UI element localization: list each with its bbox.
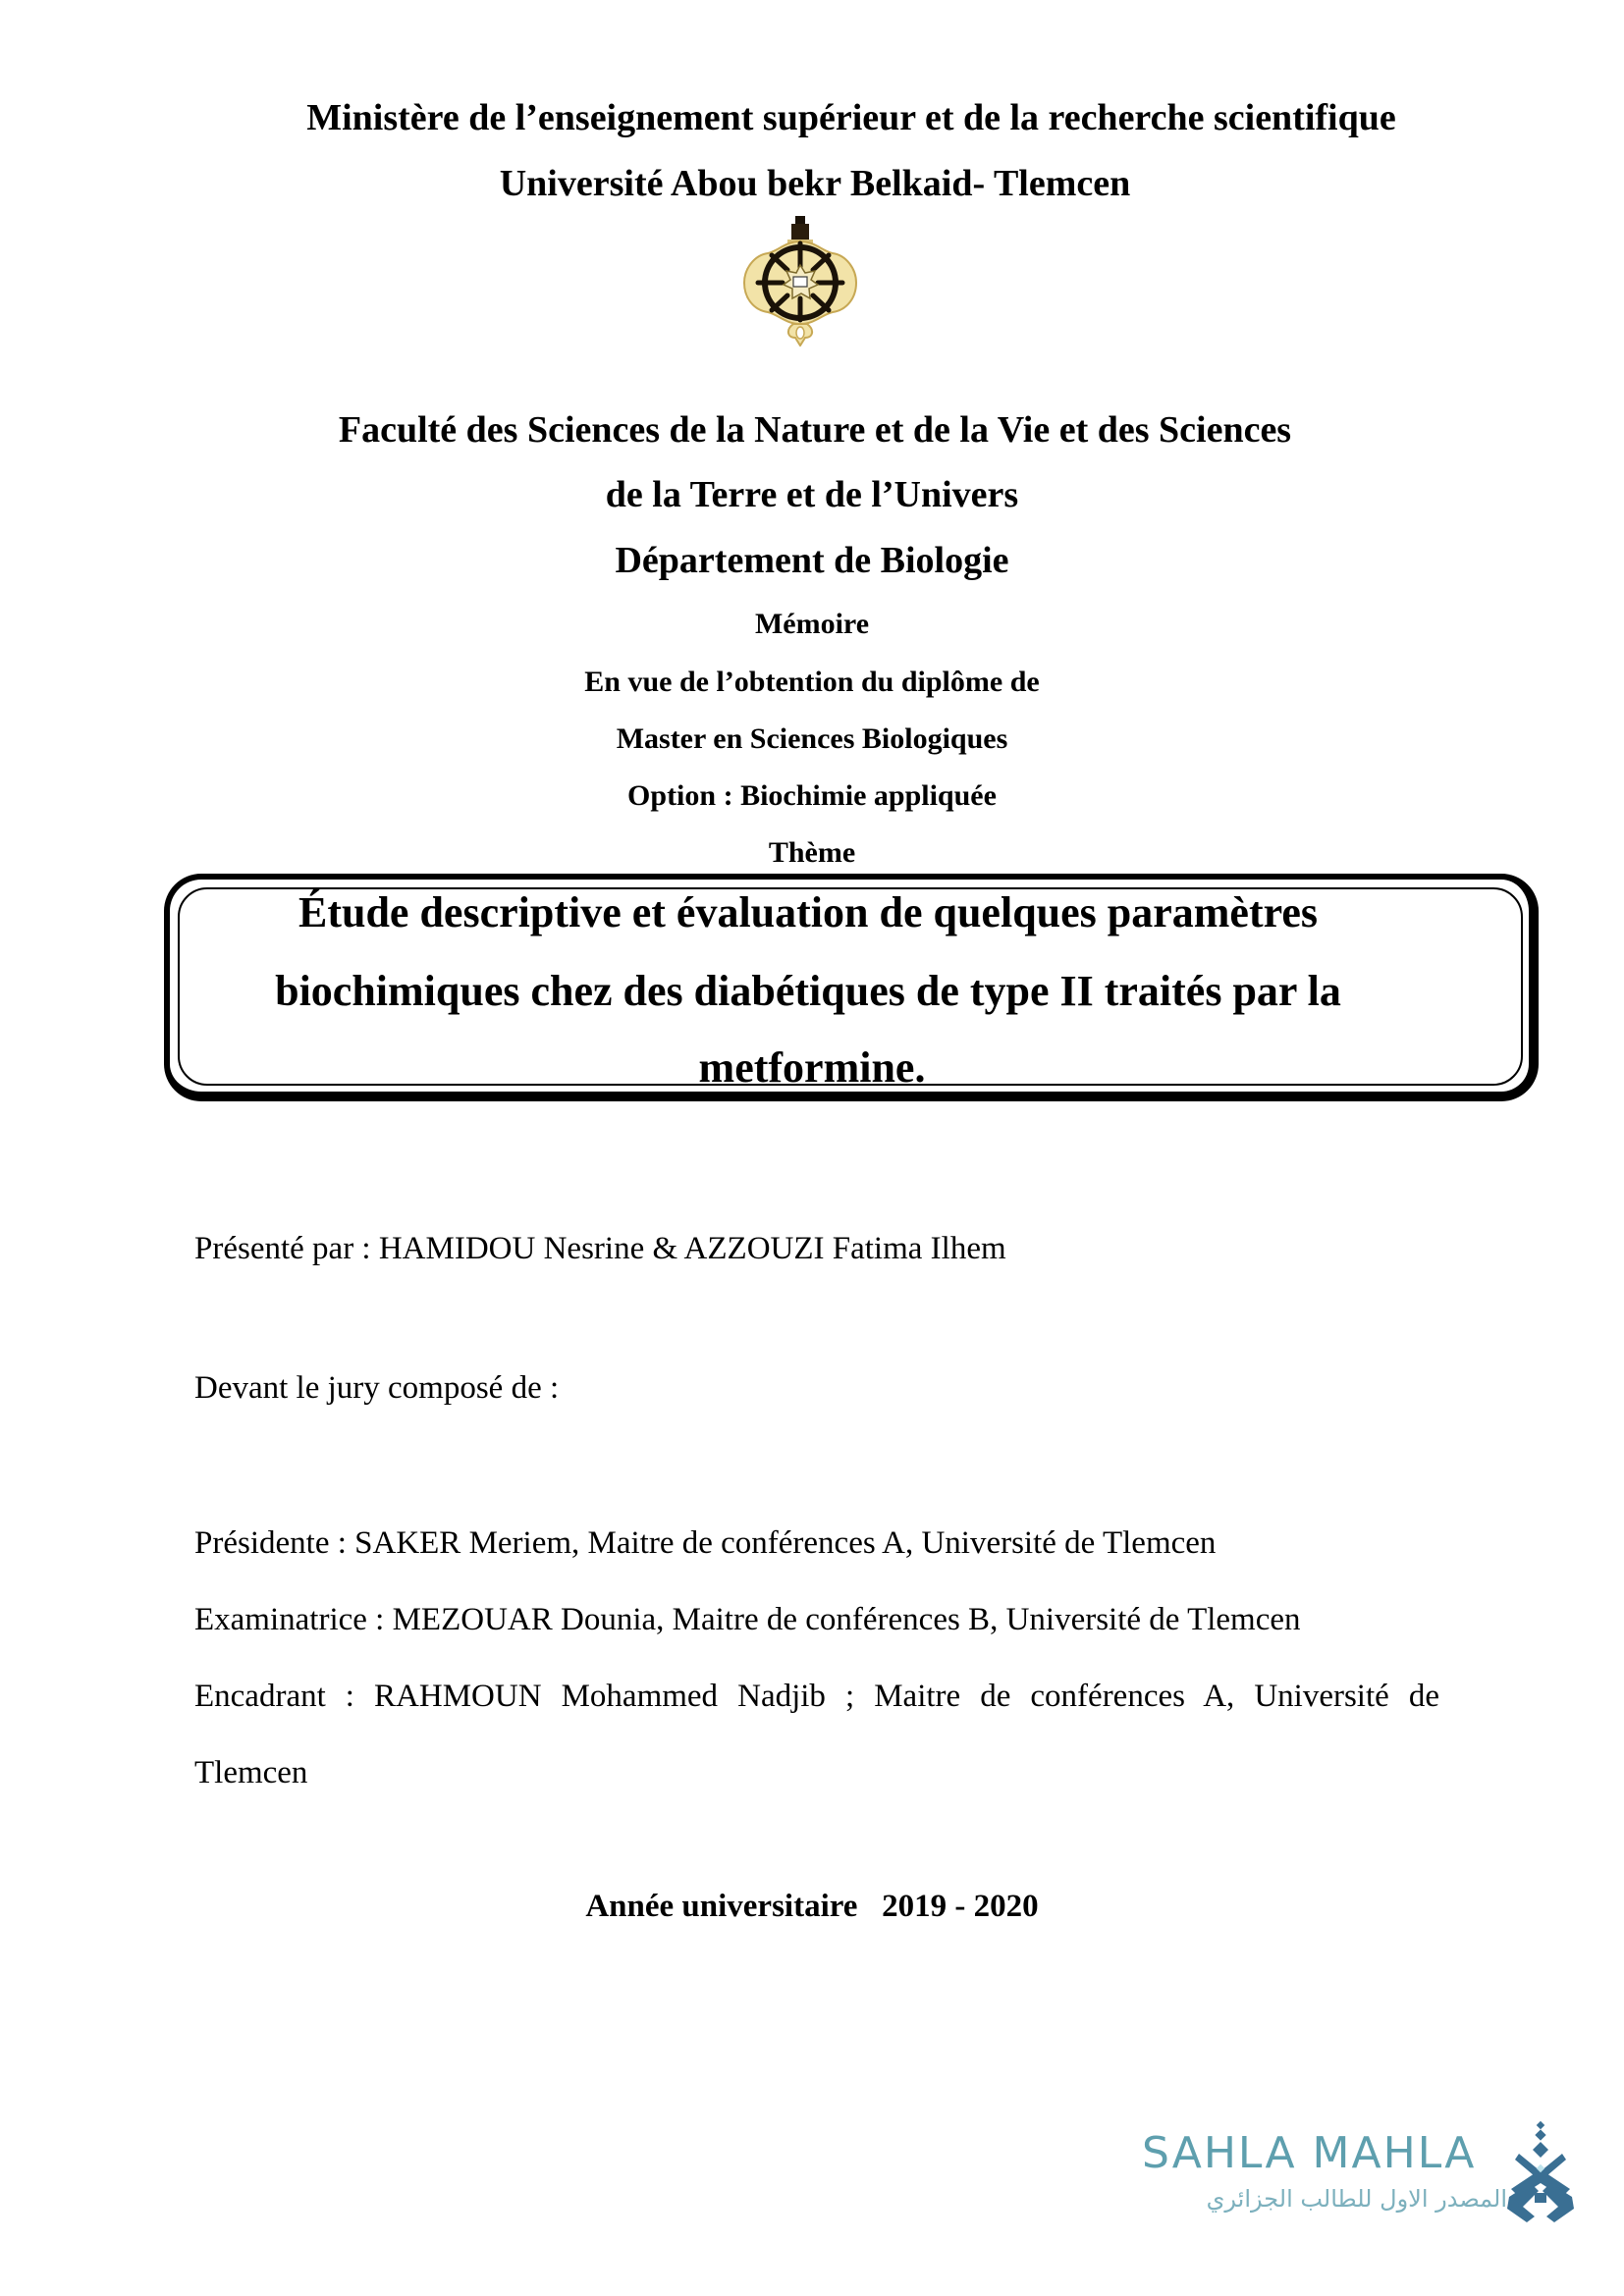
university-crest-icon [736,214,864,347]
watermark-brand: SAHLA MAHLA [1142,2128,1477,2178]
jury-member-president: Présidente : SAKER Meriem, Maitre de conférences A, Université de Tlemcen [194,1525,1217,1561]
academic-year: Année universitaire 2019 - 2020 [585,1889,1039,1924]
department-heading: Département de Biologie [615,540,1009,581]
jury-intro: Devant le jury composé de : [194,1370,560,1406]
thesis-title-line1: Étude descriptive et évaluation de quelques paramètres [298,888,1319,936]
document-type: Mémoire [754,608,870,640]
sahla-mahla-emblem-icon [1505,2120,1576,2223]
jury-member-supervisor-continued: Tlemcen [194,1755,308,1790]
ministry-heading: Ministère de l’enseignement supérieur et de la recherche scientifique [306,97,1396,138]
diploma-name: Master en Sciences Biologiques [616,722,1008,755]
watermark-tagline: المصدر الاول للطالب الجزائري [1206,2185,1507,2213]
faculty-heading-line1: Faculté des Sciences de la Nature et de la Vie et des Sciences [338,409,1292,451]
theme-label: Thème [768,836,856,869]
jury-member-supervisor: Encadrant : RAHMOUN Mohammed Nadjib ; Maitre de conférences A, Université de [194,1679,1439,1714]
thesis-title-line3: metformine. [698,1043,926,1092]
sahla-mahla-watermark [1134,2118,1586,2231]
jury-member-examiner: Examinatrice : MEZOUAR Dounia, Maitre de conférences B, Université de Tlemcen [194,1602,1301,1637]
degree-purpose: En vue de l’obtention du diplôme de [584,666,1040,698]
degree-option: Option : Biochimie appliquée [627,779,997,812]
university-heading: Université Abou bekr Belkaid- Tlemcen [499,163,1131,204]
presenters: Présenté par : HAMIDOU Nesrine & AZZOUZI Fatima Ilhem [194,1231,1006,1266]
thesis-title-line2: biochimiques chez des diabétiques de type II traités par la [275,967,1341,1015]
faculty-heading-line2: de la Terre et de l’Univers [605,474,1019,515]
